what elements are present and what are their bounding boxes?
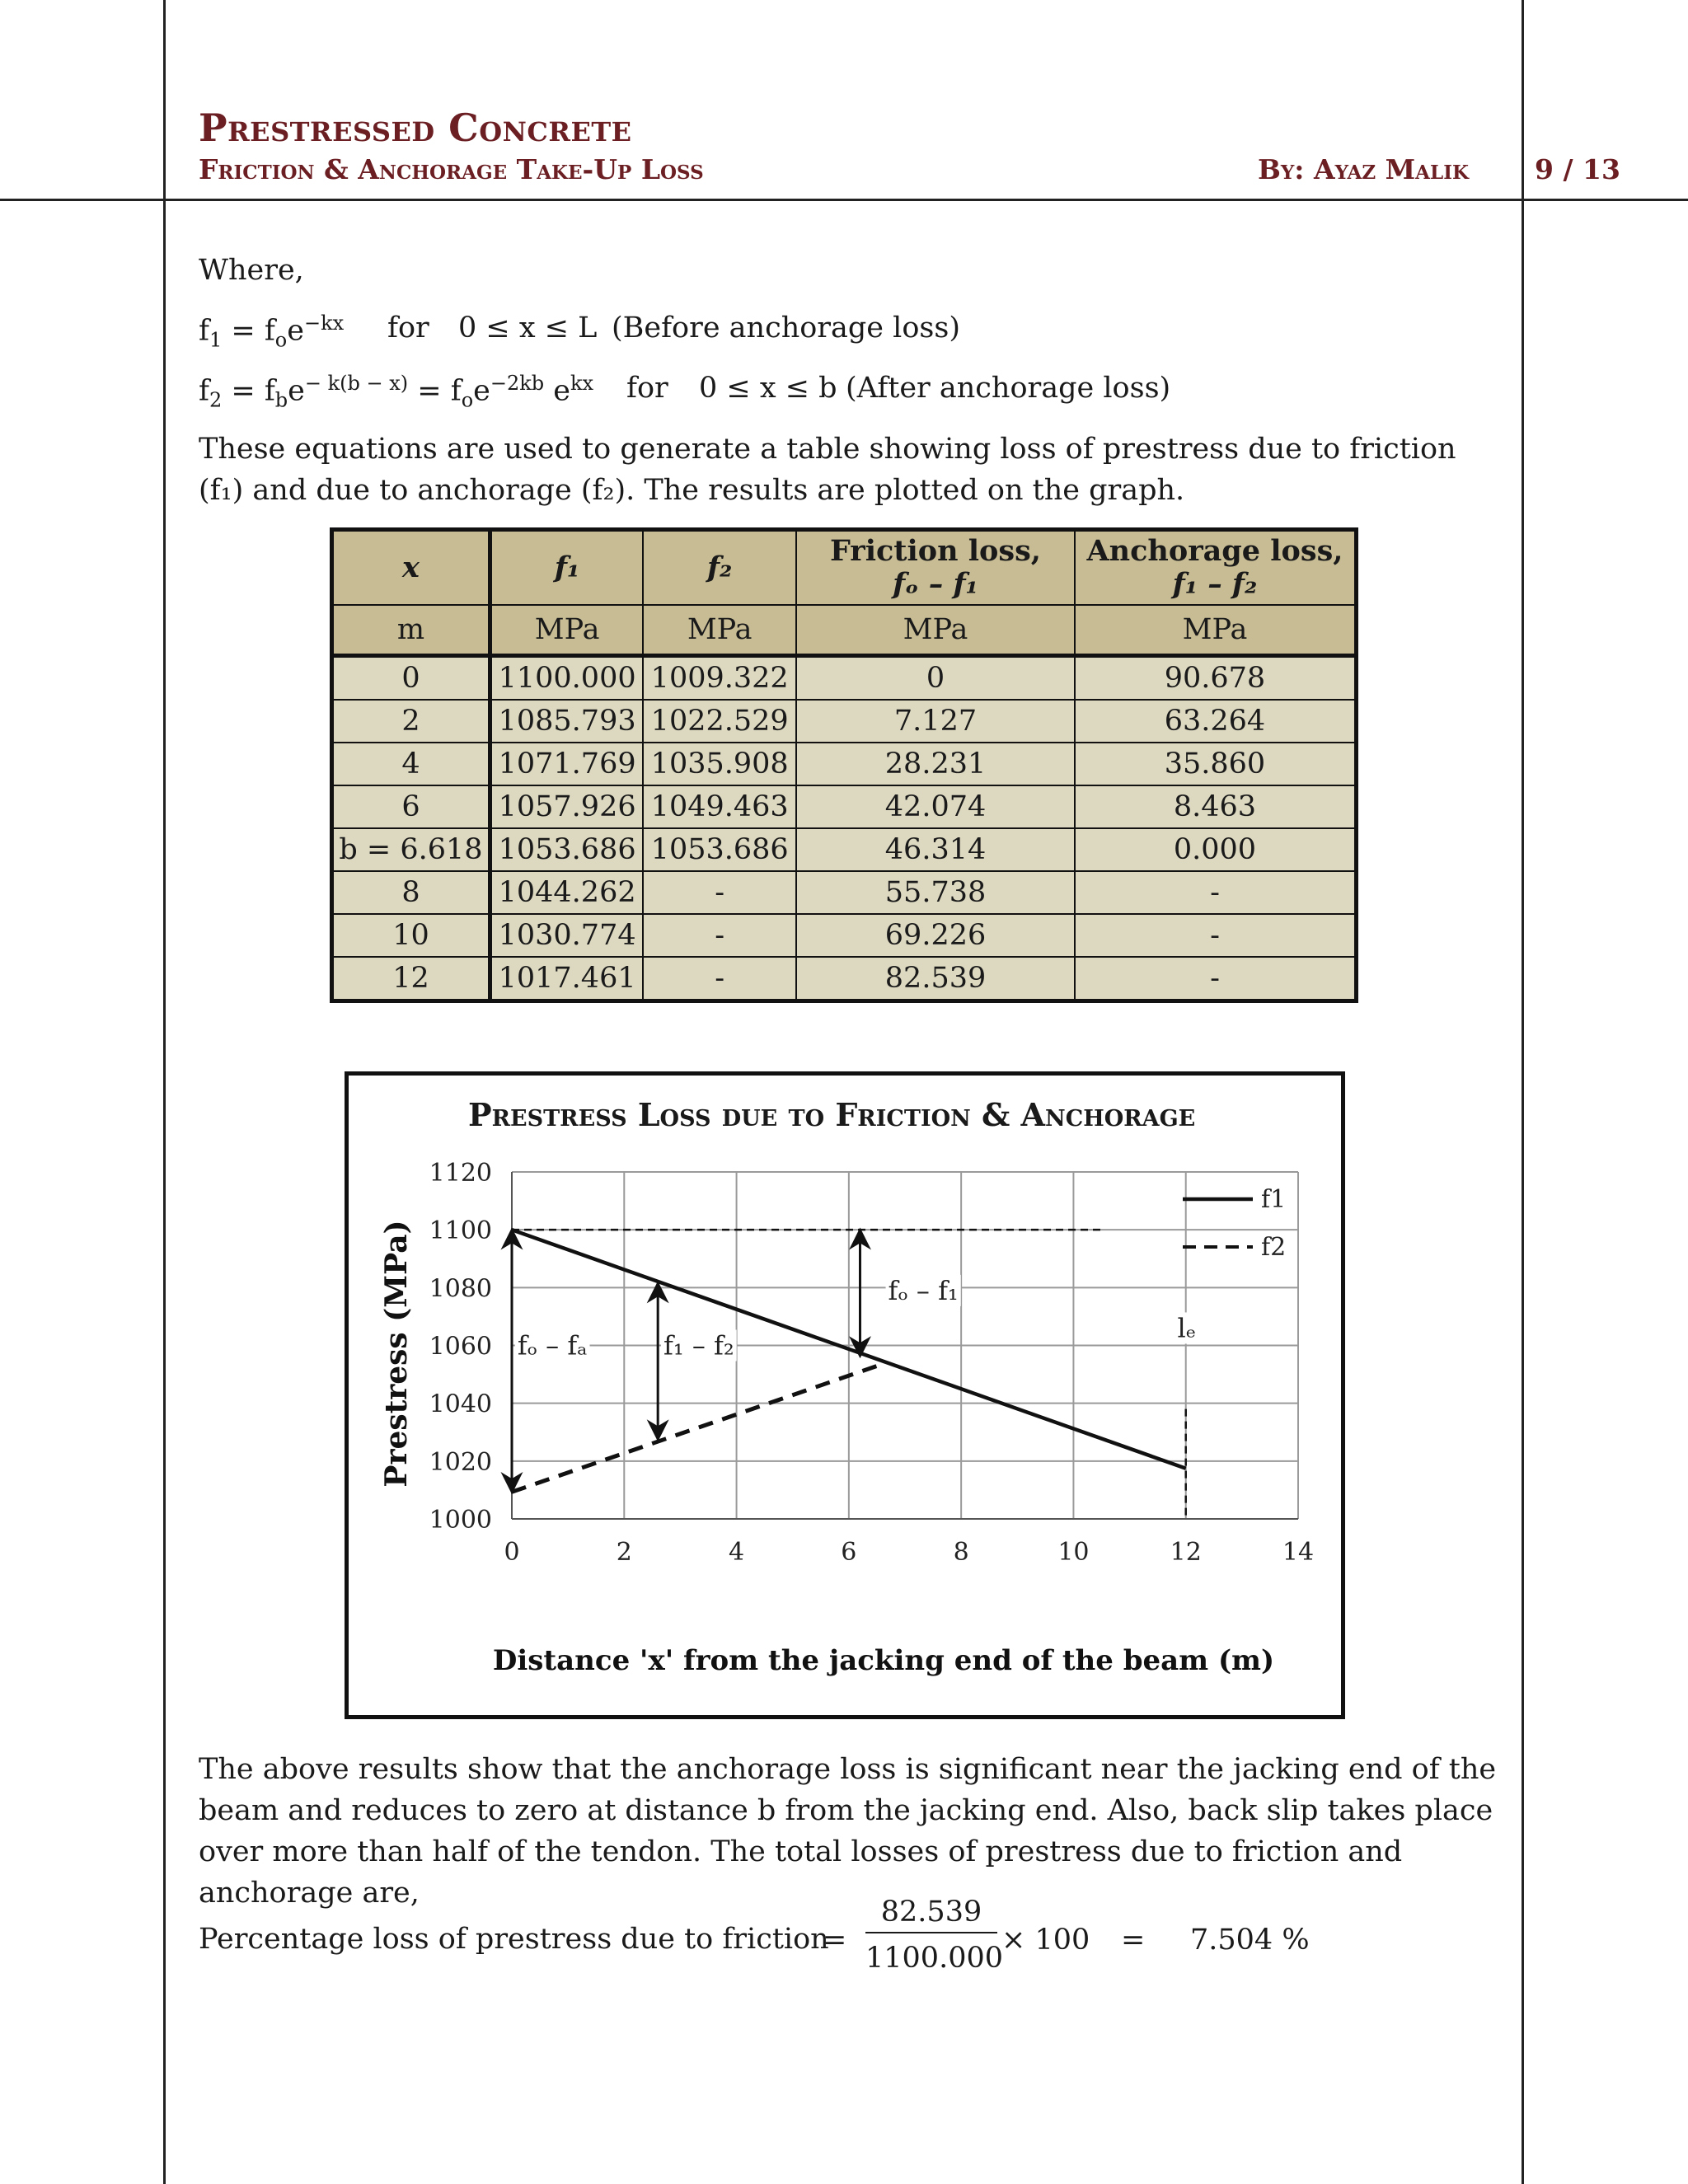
cell-f1: 1030.774 [490,914,643,957]
pct-equals: = [823,1924,847,1957]
cell-f1: 1053.686 [490,828,643,871]
cell-f1: 1100.000 [490,656,643,701]
y-axis-label: Prestress (MPa) [379,1220,414,1488]
cell-x: b = 6.618 [332,828,490,871]
y-tick-label: 1040 [429,1390,492,1419]
pct-denominator: 1100.000 [865,1942,1004,1975]
cell-anchorage-loss: 35.860 [1075,743,1357,785]
header-subtitle: Friction & Anchorage Take-Up Loss [199,153,704,185]
pct-equals-2: = [1121,1924,1146,1957]
x-tick-label: 10 [1057,1538,1090,1567]
cell-friction-loss: 28.231 [796,743,1075,785]
x-tick-label: 8 [953,1538,969,1567]
equation-f1: $f_1 = f_oe^{-kx}$ [199,312,345,352]
cell-friction-loss: 42.074 [796,785,1075,828]
chart-title: Prestress Loss due to Friction & Anchorage [468,1096,1196,1133]
pct-result: 7.504 % [1190,1924,1310,1957]
cell-friction-loss: 7.127 [796,700,1075,743]
legend-label: f1 [1261,1185,1287,1214]
equation-f2-range: 0 ≤ x ≤ b [699,372,837,405]
cell-friction-loss: 0 [796,656,1075,701]
x-tick-label: 14 [1282,1538,1315,1567]
table-row [332,828,1357,871]
annotation-label: fₒ – fₐ [517,1329,588,1361]
header-sub-label: f₁ – f₂ [1172,567,1258,601]
cell-f2: - [643,871,796,914]
page-number: 9 / 13 [1535,153,1620,185]
left-margin-line [163,0,166,2184]
equation-f1-note: (Before anchorage loss) [612,312,960,344]
cell-anchorage-loss: 0.000 [1075,828,1357,871]
x-tick-label: 0 [504,1538,520,1567]
unit-cell: MPa [490,605,643,656]
table-header-cell [796,530,1075,606]
cell-f2: 1049.463 [643,785,796,828]
y-tick-label: 1000 [429,1506,492,1535]
cell-anchorage-loss: - [1075,871,1357,914]
table-row [332,914,1357,957]
prestress-chart [346,1073,1335,1709]
header-author: By: Ayaz Malik [1258,153,1469,185]
cell-f2: - [643,957,796,1001]
equation-f1-range: 0 ≤ x ≤ L [458,312,598,344]
cell-f2: 1035.908 [643,743,796,785]
cell-friction-loss: 82.539 [796,957,1075,1001]
y-tick-label: 1080 [429,1274,492,1304]
x-axis-label: Distance 'x' from the jacking end of the beam (m) [492,1644,1275,1677]
annotation-label: f₁ – f₂ [663,1329,734,1361]
unit-cell: MPa [796,605,1075,656]
x-tick-label: 2 [616,1538,632,1567]
pct-numerator: 82.539 [865,1896,997,1933]
table-row [332,785,1357,828]
cell-anchorage-loss: 8.463 [1075,785,1357,828]
cell-friction-loss: 69.226 [796,914,1075,957]
cell-f1: 1017.461 [490,957,643,1001]
cell-x: 12 [332,957,490,1001]
cell-friction-loss: 46.314 [796,828,1075,871]
table-row [332,957,1357,1001]
header-main-label: Friction loss, [830,534,1041,568]
cell-anchorage-loss: - [1075,957,1357,1001]
table-header-row [332,530,1357,606]
equation-f2-for: for [626,372,668,405]
table-row [332,871,1357,914]
where-label: Where, [199,254,304,287]
cell-f1: 1085.793 [490,700,643,743]
equation-f2: $f_2 = f_be^{- k(b - x)} = f_oe^{-2kb}$ $e^{kx}$ [199,372,594,412]
table-units-row [332,605,1357,656]
table-row [332,743,1357,785]
unit-cell: m [332,605,490,656]
cell-anchorage-loss: 63.264 [1075,700,1357,743]
y-tick-label: 1100 [429,1216,492,1246]
cell-x: 10 [332,914,490,957]
table-row [332,700,1357,743]
cell-x: 8 [332,871,490,914]
intro-paragraph: These equations are used to generate a table showing loss of prestress due to friction (f₁) and due to anchorage (f₂). The results are plotted on the graph. [199,433,1456,507]
unit-cell: MPa [643,605,796,656]
cell-friction-loss: 55.738 [796,871,1075,914]
header-rule [0,199,1688,201]
cell-f2: - [643,914,796,957]
conclusion-paragraph: The above results show that the anchorage loss is significant near the jacking end of the beam and reduces to zero at distance b from the jacking end. Also, back slip takes place over more than half of the tendon. The total losses of prestress due to friction and anchorage are, [199,1753,1497,1910]
x-tick-label: 4 [729,1538,745,1567]
annotation-label: lₑ [1177,1312,1197,1344]
x-tick-label: 12 [1170,1538,1202,1567]
unit-cell: MPa [1075,605,1357,656]
header-sub-label: fₒ – f₁ [893,567,978,601]
series-line-f2 [512,1364,884,1493]
equation-f1-for: for [387,312,429,344]
cell-f2: 1009.322 [643,656,796,701]
cell-anchorage-loss: 90.678 [1075,656,1357,701]
table-header-cell: f₂ [643,530,796,606]
prestress-table [330,527,1358,1003]
y-tick-label: 1120 [429,1159,492,1188]
cell-f1: 1057.926 [490,785,643,828]
equation-f2-note: (After anchorage loss) [846,372,1171,405]
table-header-cell: f₁ [490,530,643,606]
pct-multiplier: × 100 [1001,1924,1090,1957]
pct-label: Percentage loss of prestress due to friction [199,1923,829,1956]
header-title: Prestressed Concrete [199,105,632,150]
cell-x: 4 [332,743,490,785]
table-row [332,656,1357,701]
right-margin-line [1522,0,1524,2184]
cell-x: 6 [332,785,490,828]
annotation-label: fₒ – f₁ [888,1274,959,1306]
cell-f1: 1071.769 [490,743,643,785]
cell-f2: 1022.529 [643,700,796,743]
table-header-cell [1075,530,1357,606]
y-tick-label: 1060 [429,1332,492,1361]
x-tick-label: 6 [841,1538,857,1567]
cell-f2: 1053.686 [643,828,796,871]
legend-label: f2 [1261,1233,1287,1262]
cell-f1: 1044.262 [490,871,643,914]
table-header-cell: x [332,530,490,606]
header-main-label: Anchorage loss, [1086,534,1343,568]
cell-anchorage-loss: - [1075,914,1357,957]
cell-x: 0 [332,656,490,701]
y-tick-label: 1020 [429,1447,492,1477]
cell-x: 2 [332,700,490,743]
